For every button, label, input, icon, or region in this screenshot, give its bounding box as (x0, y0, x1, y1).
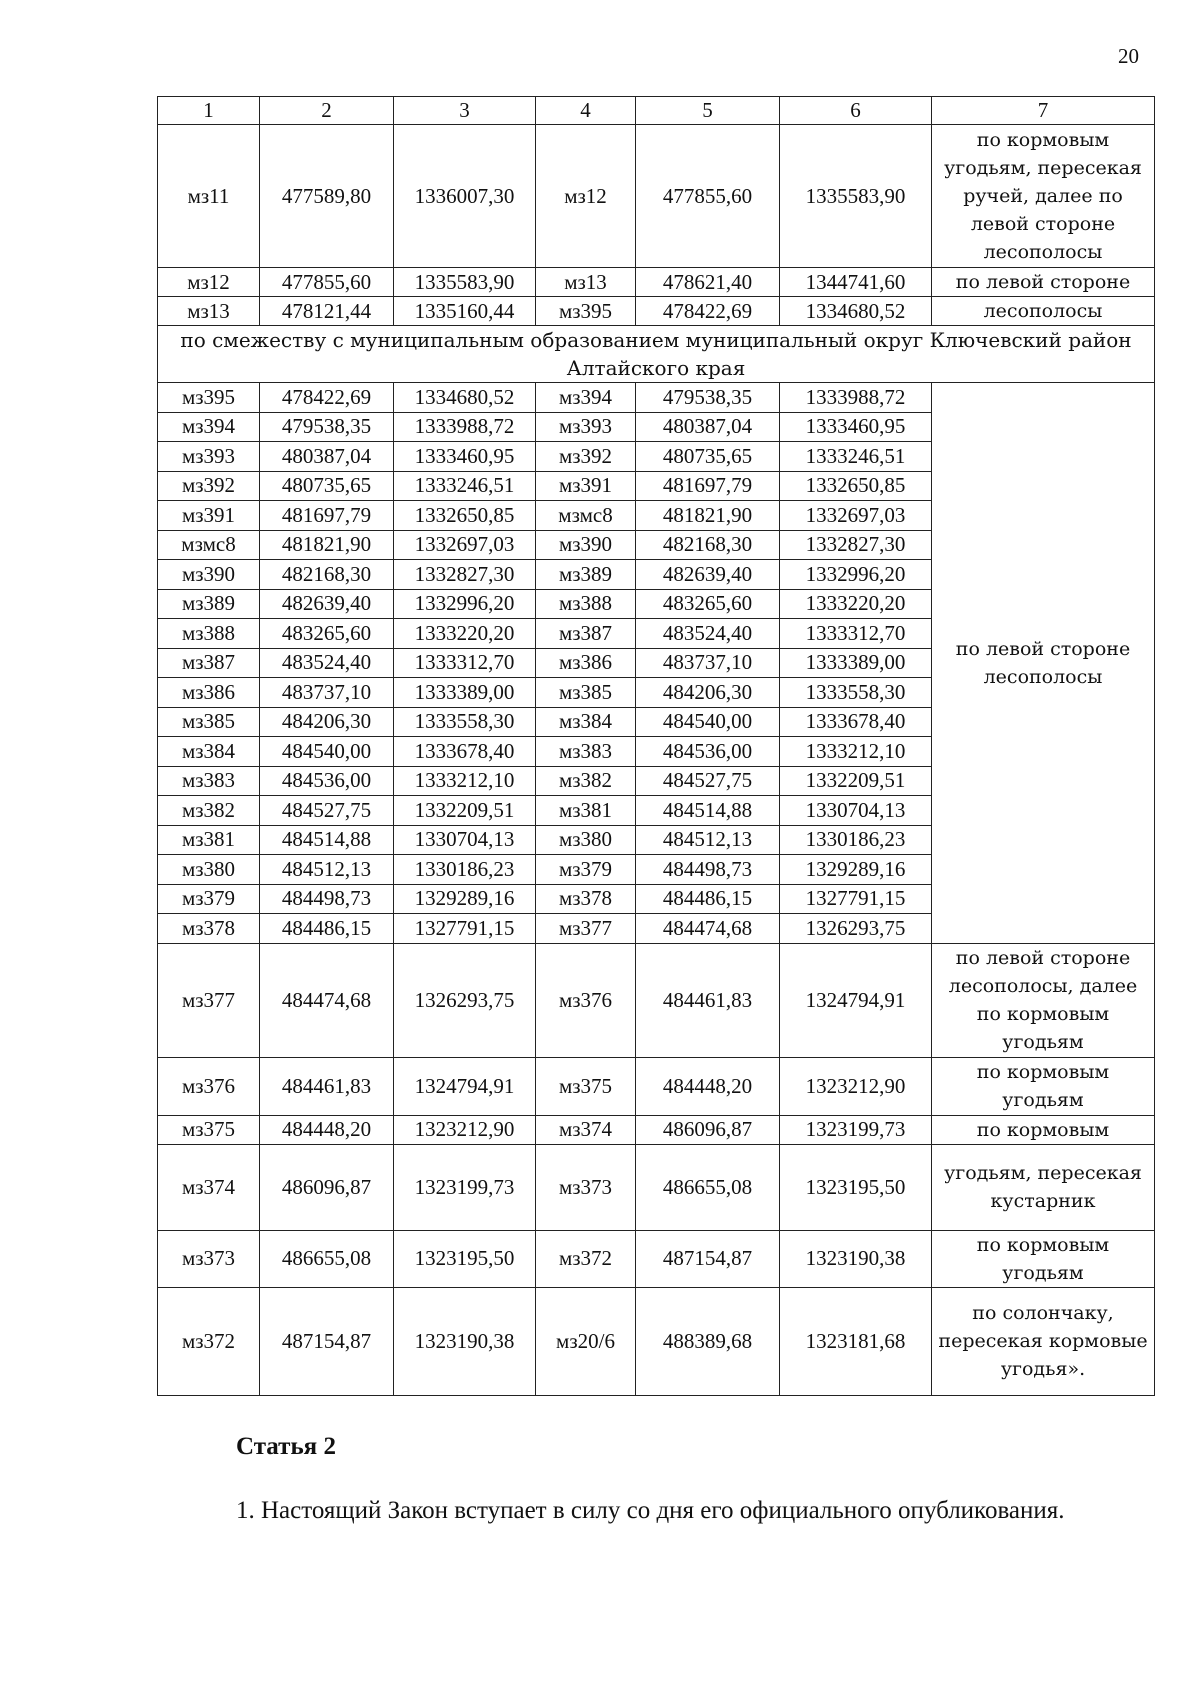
table-cell: 484512,13 (636, 825, 780, 855)
table-cell: 484540,00 (260, 737, 394, 767)
table-cell: 1333220,20 (780, 589, 932, 619)
table-cell: мз385 (158, 707, 260, 737)
table-cell: 484448,20 (636, 1057, 780, 1115)
table-cell: 486096,87 (636, 1115, 780, 1144)
table-cell: мз380 (158, 855, 260, 885)
table-cell: 1332827,30 (780, 530, 932, 560)
table-cell: 1335160,44 (394, 297, 536, 326)
table-row (158, 383, 1155, 413)
table-cell: 1333460,95 (780, 412, 932, 442)
boundary-description: по солончаку, пересекая кормовые угодья». (932, 1287, 1155, 1395)
table-cell: 484536,00 (260, 766, 394, 796)
table-cell: мз394 (158, 412, 260, 442)
table-cell: 1323195,50 (780, 1144, 932, 1230)
table-cell: мз379 (536, 855, 636, 885)
table-cell: 1344741,60 (780, 268, 932, 297)
table-cell: 1327791,15 (394, 914, 536, 944)
table-row (158, 1144, 1155, 1230)
table-cell: мз384 (158, 737, 260, 767)
table-cell: 1332996,20 (394, 589, 536, 619)
boundary-description: по кормовым угодьям (932, 1057, 1155, 1115)
table-cell: 479538,35 (260, 412, 394, 442)
table-cell: 1330186,23 (394, 855, 536, 885)
table-cell: мз381 (536, 796, 636, 826)
table-cell: 1332996,20 (780, 560, 932, 590)
table-cell: мз389 (158, 589, 260, 619)
table-cell: 1332650,85 (780, 471, 932, 501)
boundary-coordinates-table (157, 96, 1155, 1396)
table-cell: 481697,79 (260, 501, 394, 531)
table-cell: 1326293,75 (780, 914, 932, 944)
table-cell: 1323199,73 (780, 1115, 932, 1144)
table-cell: 1329289,16 (780, 855, 932, 885)
table-cell: 1333312,70 (780, 619, 932, 649)
table-cell: мз373 (536, 1144, 636, 1230)
table-cell: мз381 (158, 825, 260, 855)
table-cell: 486655,08 (636, 1144, 780, 1230)
table-cell: мз386 (536, 648, 636, 678)
table-cell: мз393 (158, 442, 260, 472)
table-cell: 1323181,68 (780, 1287, 932, 1395)
table-cell: 484498,73 (636, 855, 780, 885)
table-cell: мзмс8 (158, 530, 260, 560)
table-cell: мз372 (536, 1230, 636, 1287)
table-cell: мз392 (158, 471, 260, 501)
article-paragraph: 1. Настоящий Закон вступает в силу со дня его официального опубликования. (236, 1497, 1065, 1524)
table-cell: мз384 (536, 707, 636, 737)
table-cell: 480387,04 (260, 442, 394, 472)
header-cell: 6 (780, 97, 932, 125)
table-cell: 483265,60 (636, 589, 780, 619)
table-cell: мз383 (158, 766, 260, 796)
table-cell: мз20/6 (536, 1287, 636, 1395)
table-cell: 481821,90 (636, 501, 780, 531)
section-note: по смежеству с муниципальным образованием муниципальный округ Ключевский район Алтайского края (158, 326, 1155, 383)
table-cell: 1332697,03 (780, 501, 932, 531)
table-cell: 1329289,16 (394, 884, 536, 914)
table-cell: мз377 (158, 943, 260, 1057)
table-cell: мз388 (536, 589, 636, 619)
table-cell: мз374 (158, 1144, 260, 1230)
table-cell: 484206,30 (260, 707, 394, 737)
table-row (158, 1230, 1155, 1287)
table-cell: 1333678,40 (780, 707, 932, 737)
table-cell: мз12 (536, 125, 636, 268)
table-cell: 1323195,50 (394, 1230, 536, 1287)
table-cell: 1323199,73 (394, 1144, 536, 1230)
boundary-description: угодьям, пересекая кустарник (932, 1144, 1155, 1230)
table-cell: 484527,75 (636, 766, 780, 796)
table-cell: 484514,88 (260, 825, 394, 855)
table-row (158, 1115, 1155, 1144)
header-cell: 3 (394, 97, 536, 125)
header-cell: 2 (260, 97, 394, 125)
table-row (158, 125, 1155, 268)
table-cell: 1330186,23 (780, 825, 932, 855)
table-cell: мз392 (536, 442, 636, 472)
table-cell: 1333312,70 (394, 648, 536, 678)
table-cell: мз390 (536, 530, 636, 560)
table-cell: 1335583,90 (394, 268, 536, 297)
table-cell: мз394 (536, 383, 636, 413)
table-cell: 1333212,10 (394, 766, 536, 796)
table-cell: мз395 (536, 297, 636, 326)
table-cell: мз372 (158, 1287, 260, 1395)
table-cell: 1334680,52 (780, 297, 932, 326)
table-cell: 1333558,30 (780, 678, 932, 708)
page-number: 20 (1118, 44, 1139, 68)
table-cell: 1333988,72 (780, 383, 932, 413)
table-cell: 1332209,51 (780, 766, 932, 796)
table-cell: мз385 (536, 678, 636, 708)
table-cell: мз391 (536, 471, 636, 501)
table-cell: 484486,15 (636, 884, 780, 914)
table-cell: 487154,87 (636, 1230, 780, 1287)
header-cell: 7 (932, 97, 1155, 125)
table-cell: 1333212,10 (780, 737, 932, 767)
table-cell: 1330704,13 (394, 825, 536, 855)
table-cell: 478422,69 (636, 297, 780, 326)
boundary-description: по левой стороне (932, 268, 1155, 297)
table-cell: мз382 (158, 796, 260, 826)
header-cell: 5 (636, 97, 780, 125)
table-cell: мз389 (536, 560, 636, 590)
table-cell: 1333246,51 (394, 471, 536, 501)
table-cell: 1336007,30 (394, 125, 536, 268)
table-cell: 480387,04 (636, 412, 780, 442)
article-title: Статья 2 (236, 1433, 336, 1460)
table-cell: 481821,90 (260, 530, 394, 560)
table-cell: мз373 (158, 1230, 260, 1287)
table-row (158, 1057, 1155, 1115)
table-cell: мз386 (158, 678, 260, 708)
table-cell: 483265,60 (260, 619, 394, 649)
table-cell: 482639,40 (636, 560, 780, 590)
table-cell: 1333389,00 (780, 648, 932, 678)
header-cell: 1 (158, 97, 260, 125)
table-cell: 486096,87 (260, 1144, 394, 1230)
table-cell: 1333460,95 (394, 442, 536, 472)
table-cell: мз390 (158, 560, 260, 590)
table-row (158, 1287, 1155, 1395)
table-cell: 1323190,38 (780, 1230, 932, 1287)
table-cell: 484536,00 (636, 737, 780, 767)
table-cell: мз13 (158, 297, 260, 326)
table-cell: 483524,40 (260, 648, 394, 678)
boundary-description: по кормовым угодьям, пересекая ручей, далее по левой стороне лесополосы (932, 125, 1155, 268)
table-cell: 488389,68 (636, 1287, 780, 1395)
table-cell: 1332650,85 (394, 501, 536, 531)
table-cell: 1332697,03 (394, 530, 536, 560)
table-cell: 1335583,90 (780, 125, 932, 268)
boundary-description: по левой стороне лесополосы, далее по кормовым угодьям (932, 943, 1155, 1057)
table-cell: 484461,83 (636, 943, 780, 1057)
table-cell: 477855,60 (260, 268, 394, 297)
table-cell: мз380 (536, 825, 636, 855)
table-cell: 484461,83 (260, 1057, 394, 1115)
table-cell: 1330704,13 (780, 796, 932, 826)
table-cell: 481697,79 (636, 471, 780, 501)
table-cell: 1324794,91 (394, 1057, 536, 1115)
table-cell: 480735,65 (636, 442, 780, 472)
table-cell: 1333678,40 (394, 737, 536, 767)
boundary-description: по кормовым угодьям (932, 1230, 1155, 1287)
header-cell: 4 (536, 97, 636, 125)
table-cell: 478621,40 (636, 268, 780, 297)
table-row (158, 943, 1155, 1057)
boundary-description: лесополосы (932, 297, 1155, 326)
table-cell: 479538,35 (636, 383, 780, 413)
table-cell: 1332827,30 (394, 560, 536, 590)
table-cell: 1323190,38 (394, 1287, 536, 1395)
table-cell: мз375 (158, 1115, 260, 1144)
table-cell: мз11 (158, 125, 260, 268)
table-cell: мз387 (158, 648, 260, 678)
table-cell: 1327791,15 (780, 884, 932, 914)
table-cell: 478121,44 (260, 297, 394, 326)
table-cell: 1323212,90 (780, 1057, 932, 1115)
table-cell: мз374 (536, 1115, 636, 1144)
table-cell: 1324794,91 (780, 943, 932, 1057)
table-cell: мз378 (536, 884, 636, 914)
table-cell: 477855,60 (636, 125, 780, 268)
table-cell: 1323212,90 (394, 1115, 536, 1144)
table-cell: 484474,68 (260, 943, 394, 1057)
table-row (158, 297, 1155, 326)
table-cell: 480735,65 (260, 471, 394, 501)
table-cell: 486655,08 (260, 1230, 394, 1287)
table-row (158, 326, 1155, 383)
table-cell: 482168,30 (636, 530, 780, 560)
table-row (158, 268, 1155, 297)
table-cell: 484486,15 (260, 914, 394, 944)
table-cell: мз387 (536, 619, 636, 649)
table-cell: мз376 (158, 1057, 260, 1115)
table-cell: 482639,40 (260, 589, 394, 619)
table-cell: мз395 (158, 383, 260, 413)
table-cell: 484498,73 (260, 884, 394, 914)
table-cell: 478422,69 (260, 383, 394, 413)
table-cell: мзмс8 (536, 501, 636, 531)
table-cell: 483737,10 (260, 678, 394, 708)
table-cell: мз393 (536, 412, 636, 442)
table-cell: 484448,20 (260, 1115, 394, 1144)
table-cell: 484527,75 (260, 796, 394, 826)
table-cell: 477589,80 (260, 125, 394, 268)
table-cell: 1332209,51 (394, 796, 536, 826)
table-header-row (158, 97, 1155, 125)
table-cell: 1334680,52 (394, 383, 536, 413)
table-cell: 483524,40 (636, 619, 780, 649)
table-cell: 482168,30 (260, 560, 394, 590)
table-cell: 484512,13 (260, 855, 394, 885)
table-cell: 1333246,51 (780, 442, 932, 472)
table-cell: 1326293,75 (394, 943, 536, 1057)
table-cell: мз383 (536, 737, 636, 767)
boundary-description: по кормовым (932, 1115, 1155, 1144)
table-cell: мз12 (158, 268, 260, 297)
table-cell: мз382 (536, 766, 636, 796)
table-cell: мз378 (158, 914, 260, 944)
table-cell: 1333558,30 (394, 707, 536, 737)
table-cell: мз13 (536, 268, 636, 297)
boundary-description: по левой стороне лесополосы (932, 383, 1155, 944)
table-cell: мз391 (158, 501, 260, 531)
table-cell: 1333220,20 (394, 619, 536, 649)
table-cell: 487154,87 (260, 1287, 394, 1395)
table-cell: 1333389,00 (394, 678, 536, 708)
table-cell: мз376 (536, 943, 636, 1057)
table-cell: 483737,10 (636, 648, 780, 678)
table-cell: мз375 (536, 1057, 636, 1115)
table-cell: мз379 (158, 884, 260, 914)
table-cell: 484474,68 (636, 914, 780, 944)
table-cell: мз377 (536, 914, 636, 944)
table-cell: 484540,00 (636, 707, 780, 737)
table-cell: 484514,88 (636, 796, 780, 826)
table-cell: мз388 (158, 619, 260, 649)
table-cell: 484206,30 (636, 678, 780, 708)
table-cell: 1333988,72 (394, 412, 536, 442)
